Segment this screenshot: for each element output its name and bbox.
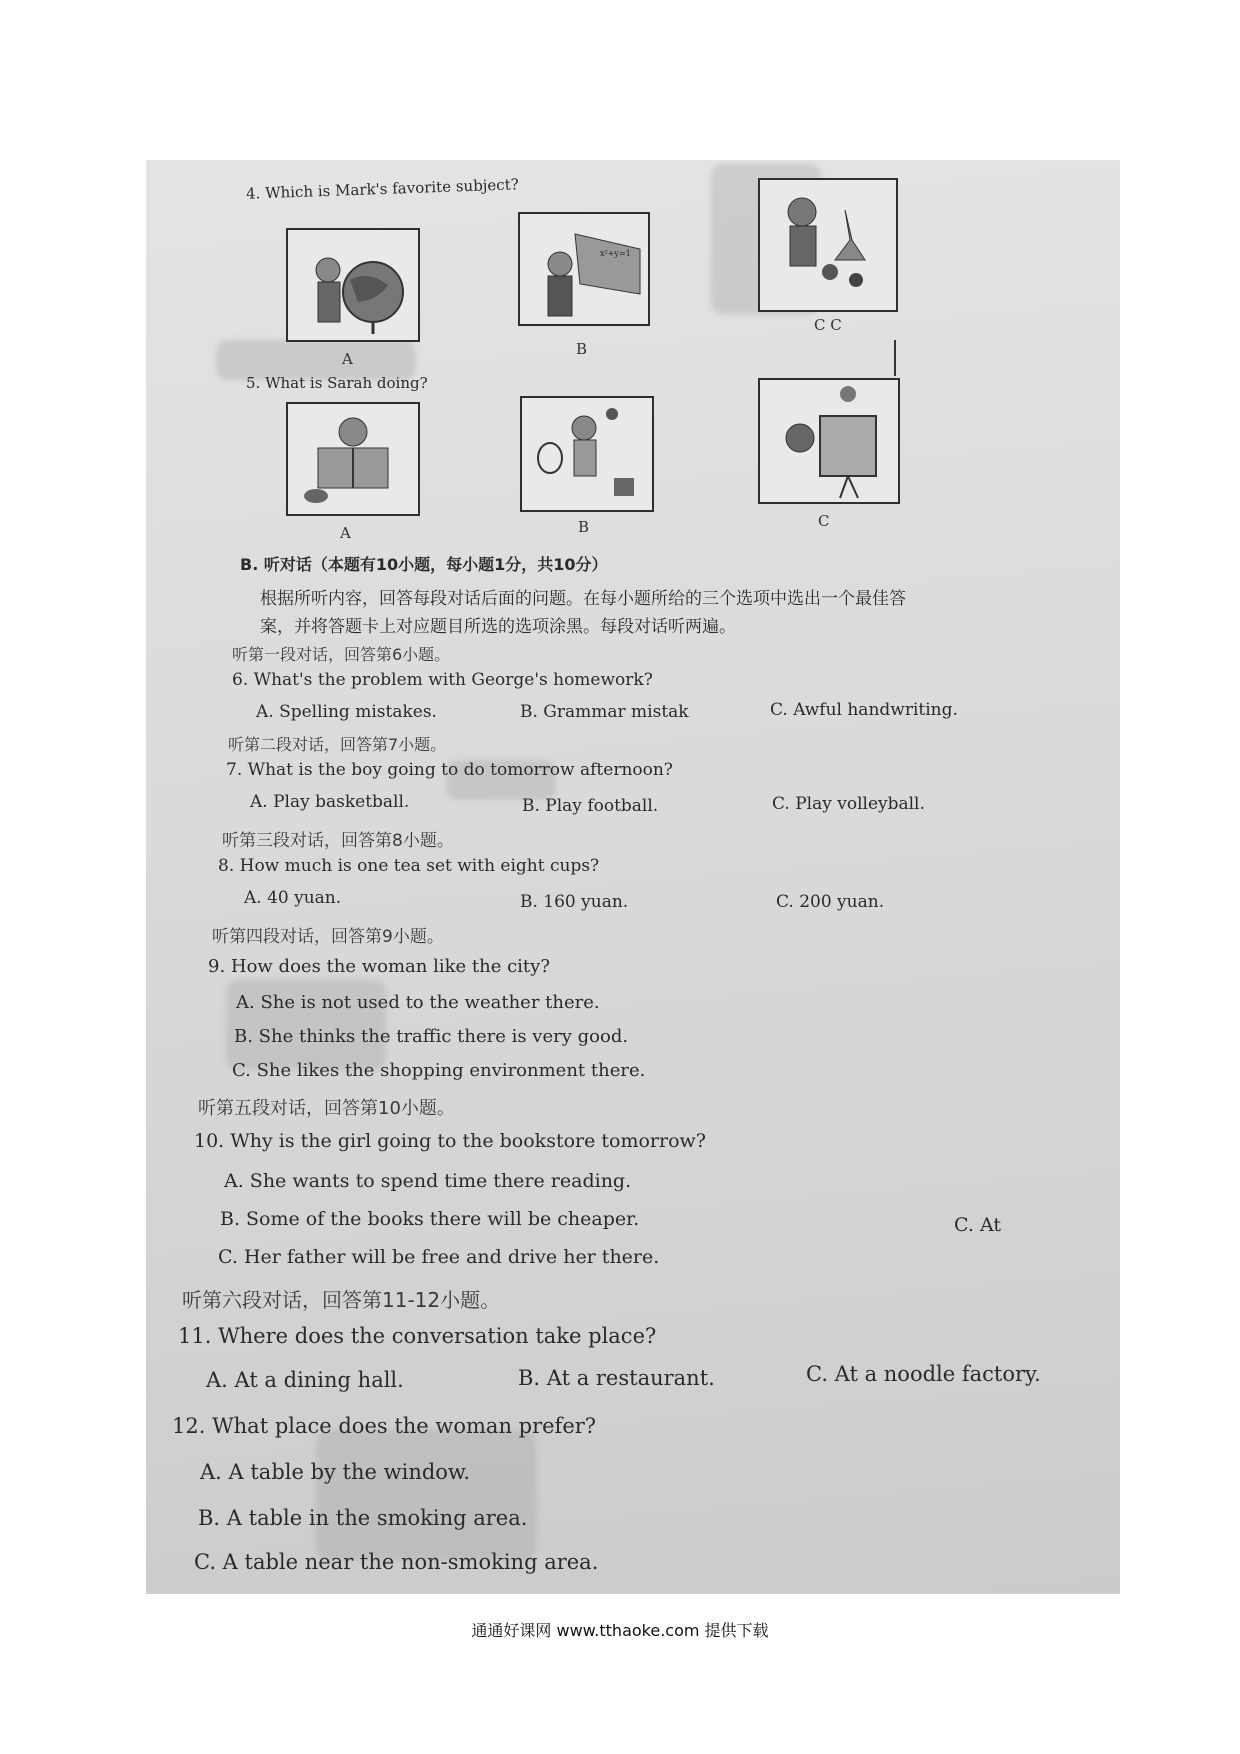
q6-option-c: C. Awful handwriting. bbox=[770, 700, 958, 720]
q8-option-c: C. 200 yuan. bbox=[776, 892, 885, 912]
q8-question: 8. How much is one tea set with eight cups? bbox=[218, 856, 600, 876]
q10-option-b: B. Some of the books there will be cheaper. bbox=[220, 1208, 640, 1230]
q10-option-c: C. Her father will be free and drive her there. bbox=[218, 1246, 660, 1268]
dialogue-5-header: 听第五段对话，回答第10小题。 bbox=[198, 1098, 455, 1119]
q4-picture-c bbox=[758, 178, 898, 312]
math-board-icon bbox=[520, 214, 648, 324]
smudge bbox=[316, 1430, 536, 1560]
q4-picture-b bbox=[518, 212, 650, 326]
q7-option-b: B. Play football. bbox=[522, 796, 659, 816]
q11-option-a: A. At a dining hall. bbox=[206, 1368, 404, 1392]
painting-easel-icon bbox=[760, 380, 898, 502]
q4-label-b: B bbox=[576, 340, 588, 358]
q12-option-a: A. A table by the window. bbox=[200, 1460, 471, 1484]
q9-option-c: C. She likes the shopping environment there. bbox=[232, 1060, 646, 1081]
q4-question: 4. Which is Mark's favorite subject? bbox=[245, 175, 520, 203]
dialogue-2-header: 听第二段对话，回答第7小题。 bbox=[228, 735, 447, 754]
reading-book-icon bbox=[288, 404, 418, 514]
q4-label-a: A bbox=[342, 350, 353, 368]
q6-option-a: A. Spelling mistakes. bbox=[256, 702, 437, 722]
q9-option-b: B. She thinks the traffic there is very good. bbox=[234, 1026, 629, 1047]
q5-picture-a bbox=[286, 402, 420, 516]
dialogue-3-header: 听第三段对话，回答第8小题。 bbox=[222, 831, 454, 851]
q5-label-b: B bbox=[578, 518, 590, 536]
q9-option-a: A. She is not used to the weather there. bbox=[236, 992, 600, 1013]
q9-question: 9. How does the woman like the city? bbox=[208, 956, 550, 977]
dialogue-1-header: 听第一段对话，回答第6小题。 bbox=[232, 645, 451, 664]
q12-option-c: C. A table near the non-smoking area. bbox=[194, 1550, 599, 1574]
q6-question: 6. What's the problem with George's homework? bbox=[232, 670, 653, 690]
q8-option-a: A. 40 yuan. bbox=[244, 888, 342, 908]
science-experiment-icon bbox=[760, 180, 896, 310]
q4-picture-a bbox=[286, 228, 420, 342]
q10-option-a: A. She wants to spend time there reading. bbox=[224, 1170, 632, 1192]
q5-label-c: C bbox=[818, 512, 830, 530]
dialogue-6-header: 听第六段对话，回答第11-12小题。 bbox=[182, 1288, 501, 1312]
stray-option-text: C. At bbox=[954, 1214, 1001, 1236]
geography-globe-icon bbox=[288, 230, 418, 340]
q7-option-c: C. Play volleyball. bbox=[772, 794, 925, 814]
q5-label-a: A bbox=[340, 524, 351, 542]
q10-question: 10. Why is the girl going to the bookstore tomorrow? bbox=[194, 1130, 706, 1152]
svg-text:x²+y=1: x²+y=1 bbox=[600, 249, 631, 258]
exam-photo bbox=[146, 160, 1120, 1594]
q11-question: 11. Where does the conversation take place? bbox=[178, 1324, 657, 1348]
section-b-title: B. 听对话（本题有10小题，每小题1分，共10分） bbox=[240, 555, 608, 574]
q7-question: 7. What is the boy going to do tomorrow afternoon? bbox=[226, 760, 673, 780]
q7-option-a: A. Play basketball. bbox=[250, 792, 410, 812]
section-b-instruction-2: 案，并将答题卡上对应题目所选的选项涂黑。每段对话听两遍。 bbox=[260, 617, 736, 637]
download-footer: 通通好课网 www.tthaoke.com 提供下载 bbox=[471, 1621, 769, 1640]
q11-option-b: B. At a restaurant. bbox=[518, 1366, 715, 1390]
q11-option-c: C. At a noodle factory. bbox=[806, 1362, 1041, 1386]
section-b-instruction-1: 根据所听内容，回答每段对话后面的问题。在每小题所给的三个选项中选出一个最佳答 bbox=[260, 589, 906, 609]
q8-option-b: B. 160 yuan. bbox=[520, 892, 629, 912]
q5-picture-b bbox=[520, 396, 654, 512]
dialogue-4-header: 听第四段对话，回答第9小题。 bbox=[212, 927, 444, 947]
q12-option-b: B. A table in the smoking area. bbox=[198, 1506, 528, 1530]
playing-tennis-icon bbox=[522, 398, 652, 510]
q5-question: 5. What is Sarah doing? bbox=[246, 374, 428, 392]
q4-label-c: C C bbox=[814, 316, 842, 334]
divider-line bbox=[894, 340, 896, 376]
q5-picture-c bbox=[758, 378, 900, 504]
q12-question: 12. What place does the woman prefer? bbox=[172, 1414, 597, 1438]
q6-option-b: B. Grammar mistak bbox=[520, 702, 689, 722]
